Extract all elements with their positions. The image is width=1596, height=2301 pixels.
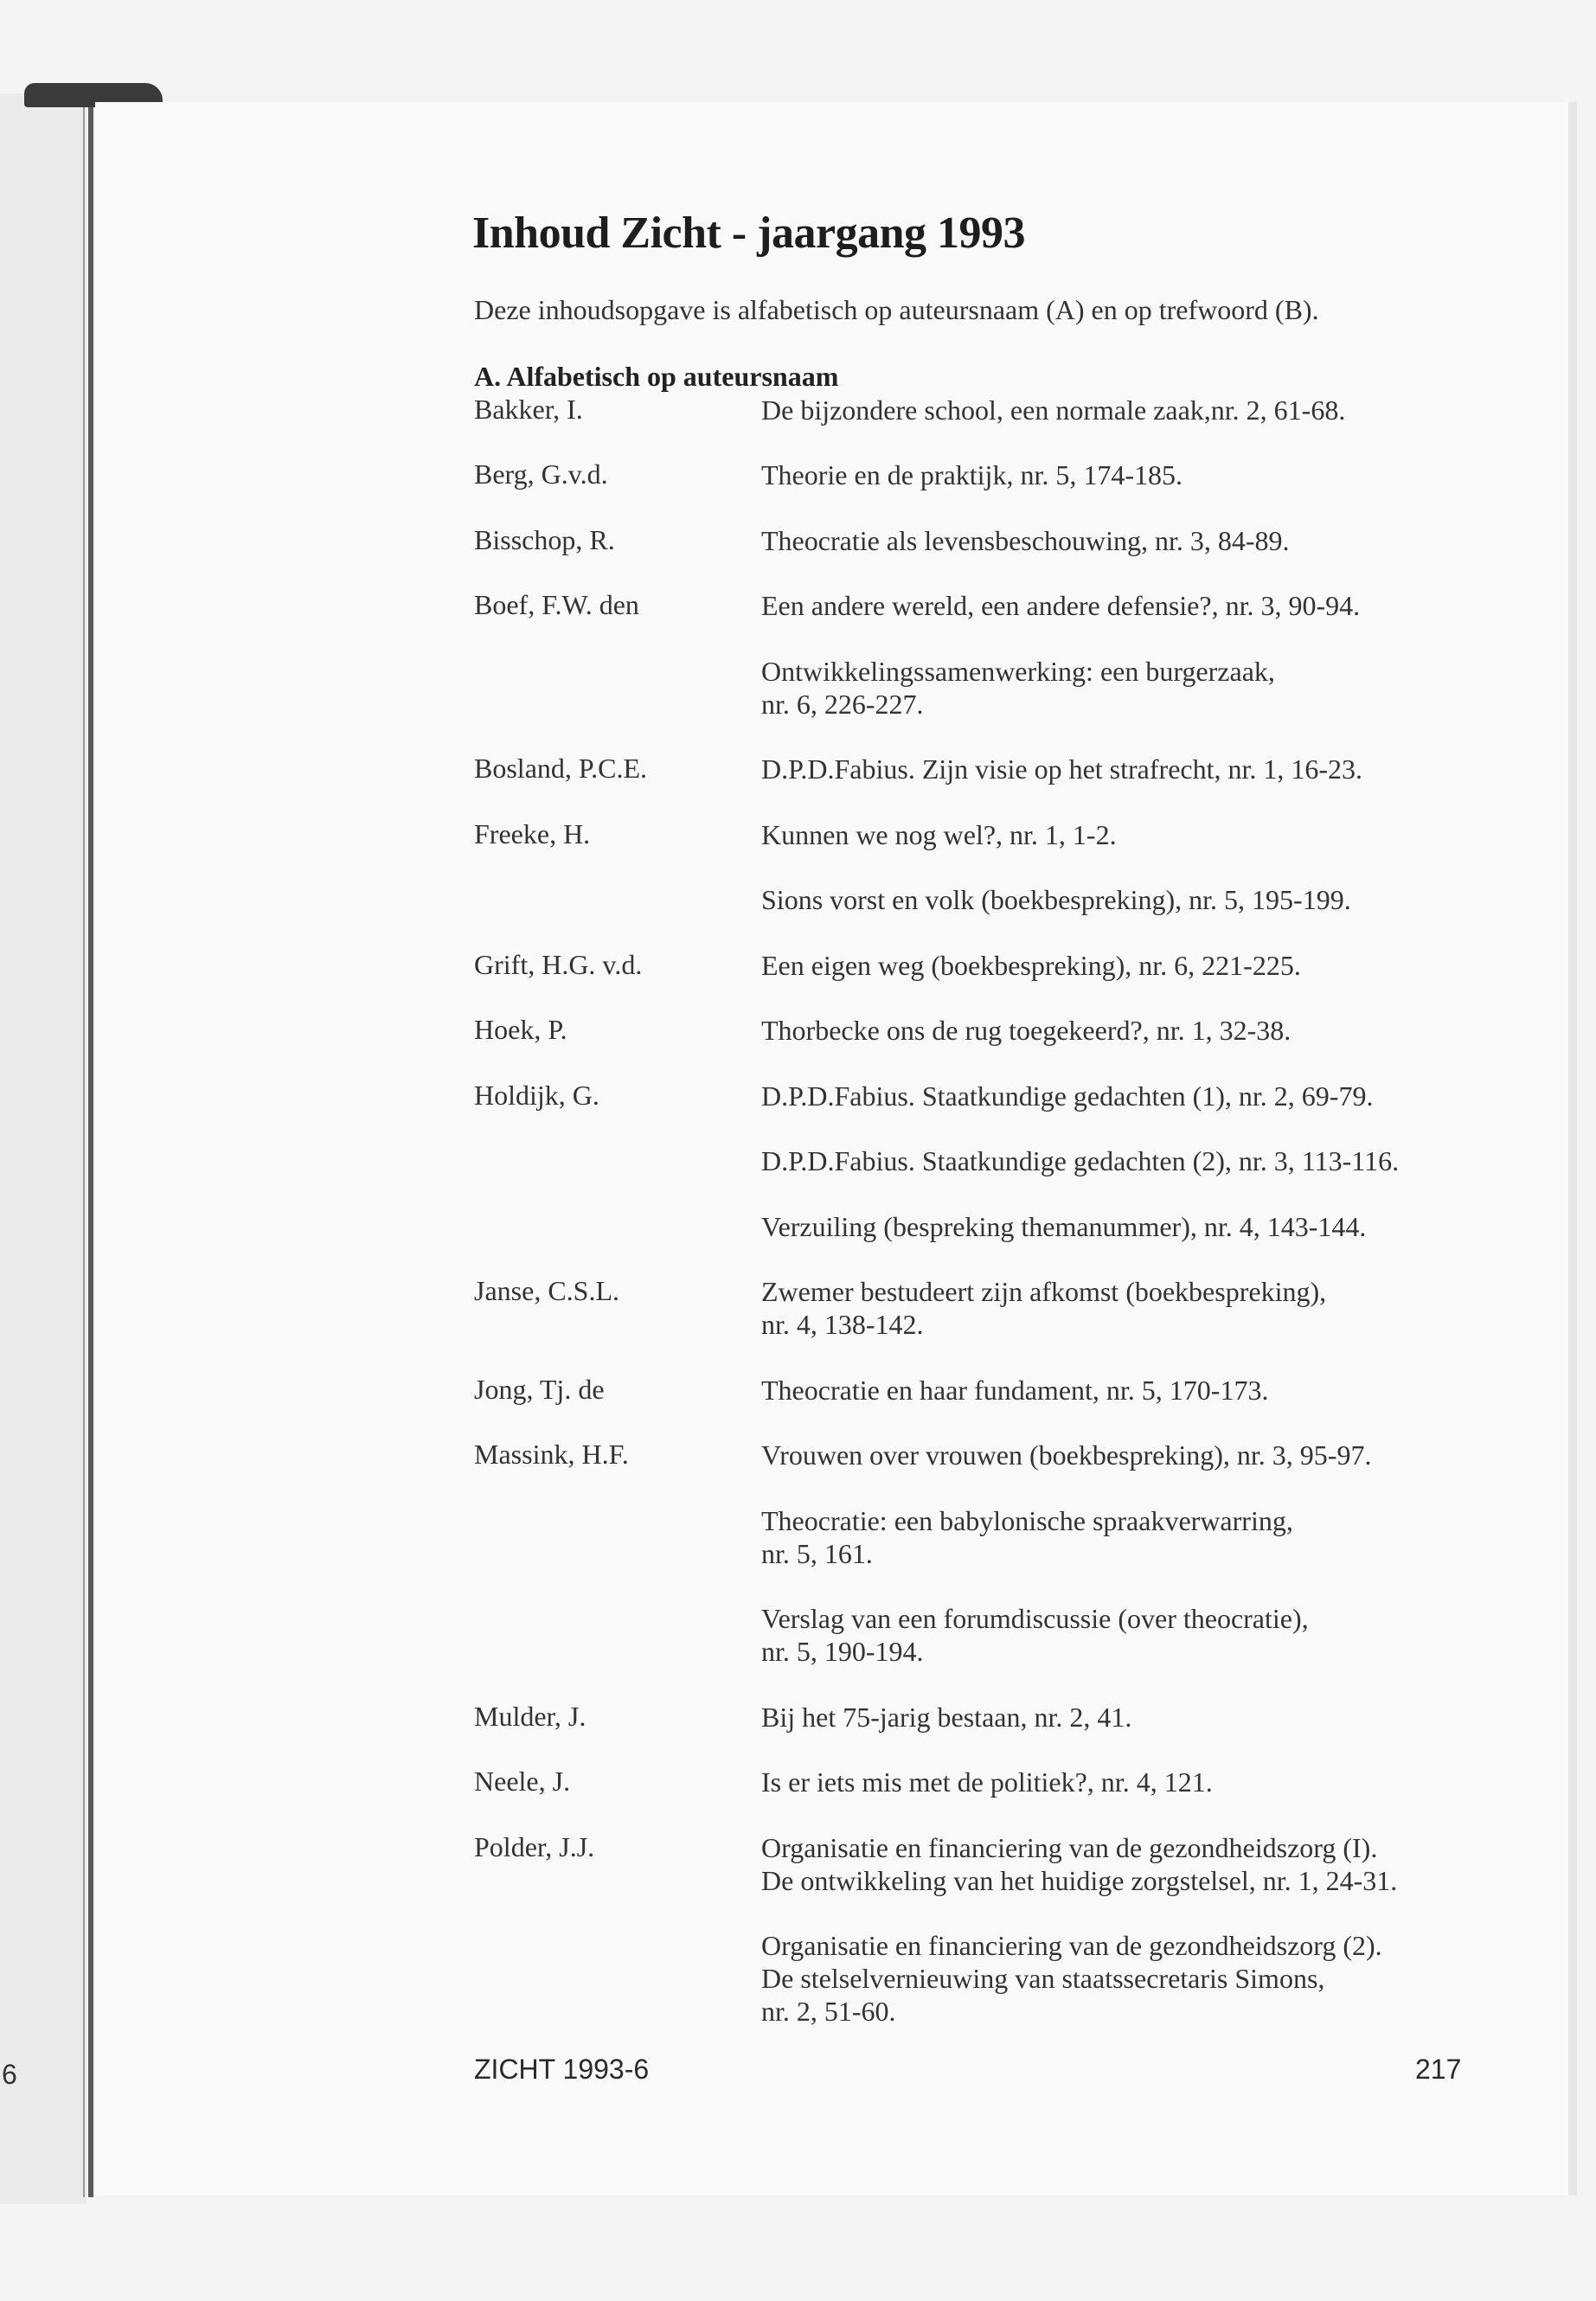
entry-work: Een andere wereld, een andere defensie?, nr. 3, 90-94. <box>761 590 1361 621</box>
entry-author: Grift, H.G. v.d. <box>474 949 643 980</box>
page-edge-shadow <box>1568 102 1577 2195</box>
section-heading: A. Alfabetisch op auteursnaam <box>474 361 839 392</box>
entry-work: Theorie en de praktijk, nr. 5, 174-185. <box>761 459 1183 490</box>
entry-work: Verzuiling (bespreking themanummer), nr. 4, 143-144. <box>761 1211 1367 1242</box>
entry-work: Bij het 75-jarig bestaan, nr. 2, 41. <box>761 1702 1132 1733</box>
page-title: Inhoud Zicht - jaargang 1993 <box>472 208 1025 258</box>
spine-fold-line <box>83 104 85 2197</box>
entry-work: Theocratie: een babylonische spraakverwarring, nr. 5, 161. <box>761 1505 1293 1569</box>
entry-author: Massink, H.F. <box>474 1439 629 1470</box>
footer-journal-issue: ZICHT 1993-6 <box>474 2054 650 2085</box>
entry-author: Bisschop, R. <box>474 524 615 555</box>
footer-page-number: 217 <box>1415 2054 1462 2085</box>
entry-work: Ontwikkelingssamenwerking: een burgerzaak, nr. 6, 226-227. <box>761 656 1275 720</box>
entry-author: Freeke, H. <box>474 818 591 849</box>
entry-author: Berg, G.v.d. <box>474 458 608 490</box>
entry-work: Kunnen we nog wel?, nr. 1, 1-2. <box>761 819 1117 850</box>
entry-author: Bakker, I. <box>474 394 583 425</box>
entry-work: Zwemer bestudeert zijn afkomst (boekbespreking), nr. 4, 138-142. <box>761 1276 1327 1340</box>
previous-page-number: 6 <box>2 2059 17 2090</box>
entry-author: Bosland, P.C.E. <box>474 753 648 784</box>
entry-work: Organisatie en financiering van de gezondheidszorg (2). De stelselvernieuwing van staatssecretaris Simons, nr. 2, 51-60. <box>761 1930 1382 2027</box>
binding-spine <box>0 93 87 2204</box>
entry-author: Holdijk, G. <box>474 1080 599 1111</box>
entry-work: Organisatie en financiering van de gezondheidszorg (I). De ontwikkeling van het huidige zorgstelsel, nr. 1, 24-31. <box>761 1832 1398 1896</box>
intro-text: Deze inhoudsopgave is alfabetisch op auteursnaam (A) en op trefwoord (B). <box>474 294 1319 325</box>
entry-work: Verslag van een forumdiscussie (over theocratie), nr. 5, 190-194. <box>761 1603 1309 1667</box>
entry-author: Neele, J. <box>474 1766 571 1797</box>
entry-work: Een eigen weg (boekbespreking), nr. 6, 221-225. <box>761 950 1301 981</box>
entry-work: Theocratie als levensbeschouwing, nr. 3, 84-89. <box>761 525 1290 556</box>
entry-author: Polder, J.J. <box>474 1831 595 1862</box>
entry-work: De bijzondere school, een normale zaak,nr. 2, 61-68. <box>761 394 1346 426</box>
entry-author: Mulder, J. <box>474 1701 586 1732</box>
entry-author: Hoek, P. <box>474 1014 567 1045</box>
entry-work: D.P.D.Fabius. Staatkundige gedachten (2), nr. 3, 113-116. <box>761 1145 1400 1176</box>
entry-work: D.P.D.Fabius. Zijn visie op het strafrecht, nr. 1, 16-23. <box>761 753 1363 785</box>
entry-author: Boef, F.W. den <box>474 589 639 620</box>
spine-edge <box>88 104 93 2197</box>
entry-work: Vrouwen over vrouwen (boekbespreking), nr. 3, 95-97. <box>761 1439 1372 1471</box>
entry-work: Theocratie en haar fundament, nr. 5, 170-173. <box>761 1375 1269 1406</box>
entry-author: Janse, C.S.L. <box>474 1275 619 1306</box>
entry-author: Jong, Tj. de <box>474 1374 605 1405</box>
entry-work: Is er iets mis met de politiek?, nr. 4, 121. <box>761 1766 1213 1798</box>
entry-work: Sions vorst en volk (boekbespreking), nr. 5, 195-199. <box>761 884 1351 915</box>
entry-work: Thorbecke ons de rug toegekeerd?, nr. 1, 32-38. <box>761 1015 1292 1046</box>
entry-work: D.P.D.Fabius. Staatkundige gedachten (1), nr. 2, 69-79. <box>761 1080 1374 1112</box>
